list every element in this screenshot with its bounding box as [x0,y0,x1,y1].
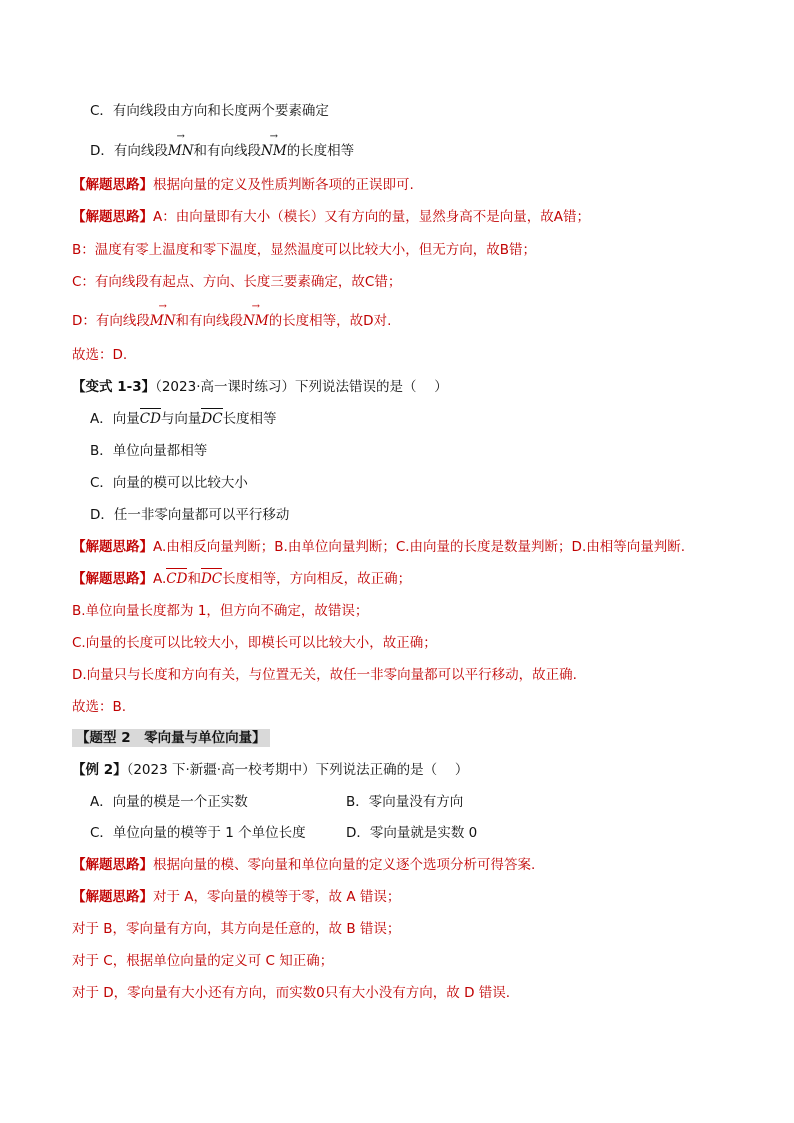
variant-1-3-option-d: D．任一非零向量都可以平行移动 [90,507,290,523]
variant-1-3-solution-d: D.向量只与长度和方向有关，与位置无关，故任一非零向量都可以平行移动，故正确. [72,667,577,683]
example-2-text: （2023 下·新疆·高一校考期中）下列说法正确的是（ ） [126,762,469,778]
variant-1-3-option-b: B．单位向量都相等 [90,443,208,459]
variant-1-3-solution-c: C.向量的长度可以比较大小，即模长可以比较大小，故正确； [72,635,437,651]
q1-solution-d-mid: 和有向线段 [175,313,244,329]
solution-tag: 【解题思路】 [72,209,153,225]
q1-answer: 故选：D. [72,347,128,363]
example-2-option-b: B．零向量没有方向 [346,794,464,810]
variant-1-3-solution-b: B.单位向量长度都为 1，但方向不确定，故错误； [72,603,369,619]
vector-cd: CD [166,571,188,587]
example-2-label: 【例 2】 [72,762,127,778]
q1-solution-b: B：温度有零上温度和零下温度，显然温度可以比较大小，但无方向，故B错； [72,242,537,258]
q1-solution-a [72,207,590,227]
q1-option-d-mid: 和有向线段 [193,143,262,159]
q1-idea [72,175,414,195]
example-2-solution-a [72,887,400,907]
q1-solution-d-pre: D：有向线段 [72,313,150,329]
example-2-idea [72,855,535,875]
vector-mn: → MN [149,301,176,329]
variant-1-3-option-a-mid: 与向量 [160,411,202,427]
example-2-idea-text: 根据向量的模、零向量和单位向量的定义逐个选项分析可得答案. [153,857,536,873]
solution-tag: 【解题思路】 [72,889,153,905]
variant-1-3-answer: 故选：B. [72,699,127,715]
example-2-option-a: A．向量的模是一个正实数 [90,794,248,810]
variant-1-3-solution-a-mid: 和 [187,571,201,587]
variant-1-3-text: （2023·高一课时练习）下列说法错误的是（ ） [155,379,448,395]
q1-idea-text: 根据向量的定义及性质判断各项的正误即可. [153,177,414,193]
vector-mn: → MN [167,131,194,159]
idea-tag: 【解题思路】 [72,857,153,873]
example-2-option-d: D．零向量就是实数 0 [346,825,478,841]
example-2-solution-b: 对于 B，零向量有方向，其方向是任意的，故 B 错误； [72,921,401,937]
variant-1-3-solution-a-post: 长度相等，方向相反，故正确； [222,571,412,587]
variant-1-3-option-a-pre: A．向量 [90,411,140,427]
vector-dc: DC [200,571,223,587]
variant-1-3-option-a-post: 长度相等 [222,411,277,427]
section-heading [72,728,270,748]
vector-nm: → NM [261,131,287,159]
example-2-solution-d: 对于 D，零向量有大小还有方向，而实数0只有大小没有方向，故 D 错误. [72,985,511,1001]
example-2-solution-a-text: 对于 A，零向量的模等于零，故 A 错误； [153,889,401,905]
vector-cd: CD [139,411,161,427]
solution-tag: 【解题思路】 [72,571,153,587]
q1-option-c: C．有向线段由方向和长度两个要素确定 [90,103,329,119]
variant-1-3-idea [72,537,685,557]
variant-1-3-question [72,377,448,397]
variant-1-3-idea-text: A.由相反向量判断；B.由单位向量判断；C.由向量的长度是数量判断；D.由相等向量判断. [153,539,686,555]
example-2-solution-c: 对于 C，根据单位向量的定义可 C 知正确； [72,953,334,969]
section-heading-text: 【题型 2 零向量与单位向量】 [72,729,270,747]
vector-nm: → NM [243,301,269,329]
q1-solution-c: C：有向线段有起点、方向、长度三要素确定，故C错； [72,274,402,290]
q1-solution-a-text: A：由向量即有大小（模长）又有方向的量，显然身高不是向量，故A错； [153,209,590,225]
q1-solution-d [72,301,392,331]
example-2-option-c: C．单位向量的模等于 1 个单位长度 [90,825,306,841]
q1-option-d-pre: D．有向线段 [90,143,168,159]
example-2-question [72,760,468,780]
variant-1-3-label: 【变式 1-3】 [72,379,156,395]
idea-tag: 【解题思路】 [72,177,153,193]
vector-dc: DC [201,411,223,427]
variant-1-3-option-c: C．向量的模可以比较大小 [90,475,248,491]
variant-1-3-solution-a-pre: A. [153,571,167,587]
idea-tag: 【解题思路】 [72,539,153,555]
q1-option-d-post: 的长度相等 [286,143,355,159]
variant-1-3-solution-a [72,569,411,589]
q1-option-d [90,131,355,161]
variant-1-3-option-a [90,409,277,429]
q1-solution-d-post: 的长度相等，故D对. [268,313,392,329]
